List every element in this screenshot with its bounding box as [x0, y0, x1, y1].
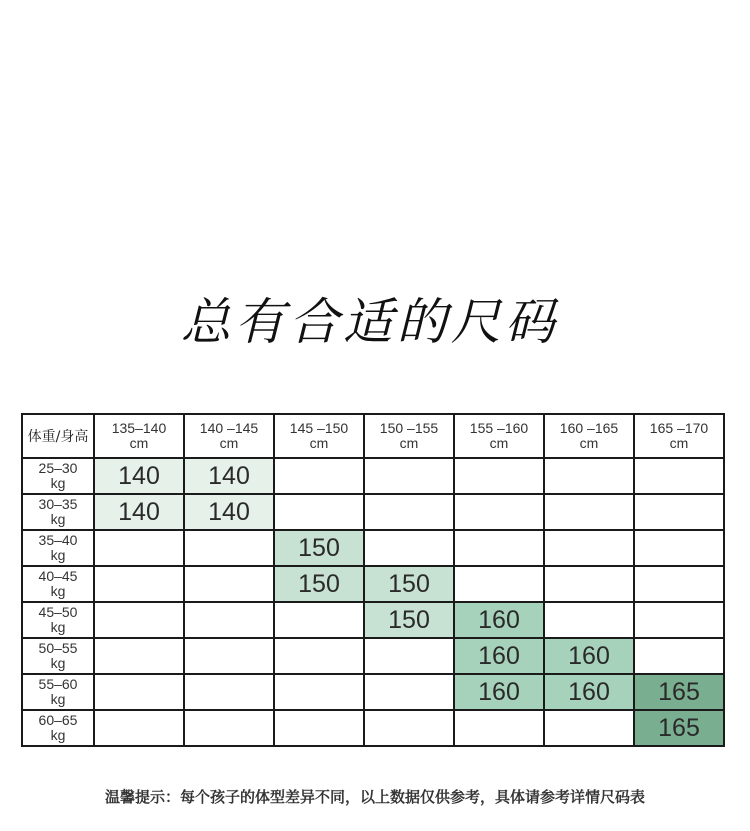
size-value: 150: [388, 569, 430, 598]
weight-range: 35–40: [38, 532, 78, 548]
weight-header-cell: [22, 674, 94, 710]
size-cell-empty: [544, 530, 634, 566]
table-row: [22, 710, 724, 746]
weight-header-cell: [22, 458, 94, 494]
height-unit: cm: [579, 435, 599, 451]
size-cell-filled: [454, 674, 544, 710]
height-unit: cm: [219, 435, 239, 451]
height-unit: cm: [399, 435, 419, 451]
weight-unit: kg: [50, 547, 66, 563]
size-cell-empty: [184, 674, 274, 710]
weight-header-cell: [22, 710, 94, 746]
size-cell-empty: [94, 674, 184, 710]
size-cell-empty: [634, 458, 724, 494]
size-cell-empty: [454, 566, 544, 602]
height-unit: cm: [669, 435, 689, 451]
height-range: 145 –150: [289, 420, 349, 436]
size-cell-empty: [274, 710, 364, 746]
size-cell-empty: [544, 458, 634, 494]
weight-header-cell: [22, 530, 94, 566]
size-cell-empty: [544, 602, 634, 638]
size-cell-empty: [634, 602, 724, 638]
size-cell-filled: [184, 494, 274, 530]
table-row: [22, 566, 724, 602]
size-cell-filled: [94, 494, 184, 530]
height-header-cell: [184, 414, 274, 458]
size-cell-empty: [184, 638, 274, 674]
size-value: 160: [478, 605, 520, 634]
size-value: 150: [298, 569, 340, 598]
size-value: 140: [118, 497, 160, 526]
size-value: 160: [478, 641, 520, 670]
size-value: 160: [478, 677, 520, 706]
size-cell-empty: [274, 458, 364, 494]
weight-header-cell: [22, 638, 94, 674]
size-cell-filled: [544, 638, 634, 674]
height-range: 155 –160: [469, 420, 529, 436]
size-cell-empty: [94, 602, 184, 638]
size-cell-empty: [634, 638, 724, 674]
size-cell-empty: [184, 710, 274, 746]
size-value: 160: [568, 677, 610, 706]
table-row: [22, 494, 724, 530]
size-value: 150: [388, 605, 430, 634]
size-cell-filled: [454, 602, 544, 638]
height-unit: cm: [309, 435, 329, 451]
size-cell-empty: [634, 530, 724, 566]
weight-unit: kg: [50, 511, 66, 527]
weight-header-cell: [22, 494, 94, 530]
size-value: 140: [208, 497, 250, 526]
size-cell-empty: [94, 566, 184, 602]
height-range: 150 –155: [379, 420, 439, 436]
weight-unit: kg: [50, 727, 66, 743]
size-value: 165: [658, 677, 700, 706]
size-cell-filled: [364, 602, 454, 638]
size-cell-empty: [274, 638, 364, 674]
size-cell-empty: [544, 494, 634, 530]
size-cell-empty: [364, 458, 454, 494]
size-cell-filled: [634, 710, 724, 746]
size-cell-empty: [274, 602, 364, 638]
height-unit: cm: [129, 435, 149, 451]
height-header-cell: [274, 414, 364, 458]
size-cell-filled: [184, 458, 274, 494]
size-value: 140: [118, 461, 160, 490]
weight-unit: kg: [50, 619, 66, 635]
size-cell-empty: [94, 638, 184, 674]
size-value: 140: [208, 461, 250, 490]
height-range: 165 –170: [649, 420, 709, 436]
size-cell-empty: [634, 494, 724, 530]
size-value: 160: [568, 641, 610, 670]
size-cell-empty: [184, 566, 274, 602]
size-cell-empty: [274, 494, 364, 530]
height-range: 160 –165: [559, 420, 619, 436]
size-cell-filled: [634, 674, 724, 710]
size-value: 150: [298, 533, 340, 562]
weight-range: 60–65: [38, 712, 78, 728]
size-cell-empty: [184, 602, 274, 638]
size-cell-empty: [454, 710, 544, 746]
size-cell-empty: [364, 494, 454, 530]
height-header-cell: [454, 414, 544, 458]
table-row: [22, 674, 724, 710]
weight-unit: kg: [50, 475, 66, 491]
table-row: [22, 602, 724, 638]
size-cell-empty: [544, 566, 634, 602]
size-cell-filled: [454, 638, 544, 674]
weight-range: 40–45: [38, 568, 78, 584]
size-cell-empty: [184, 530, 274, 566]
table-header-row: [22, 414, 724, 458]
size-cell-empty: [634, 566, 724, 602]
table-row: [22, 638, 724, 674]
size-chart-table: [21, 413, 725, 747]
weight-range: 50–55: [38, 640, 78, 656]
weight-range: 25–30: [38, 460, 78, 476]
size-cell-empty: [364, 638, 454, 674]
size-cell-empty: [94, 530, 184, 566]
size-cell-filled: [544, 674, 634, 710]
sizing-note: 温馨提示：每个孩子的体型差异不同，以上数据仅供参考，具体请参考详情尺码表: [104, 788, 645, 806]
height-header-cell: [94, 414, 184, 458]
size-cell-empty: [454, 530, 544, 566]
size-cell-filled: [274, 566, 364, 602]
corner-label: 体重/身高: [27, 429, 89, 445]
size-value: 165: [658, 713, 700, 742]
size-cell-empty: [274, 674, 364, 710]
table-row: [22, 458, 724, 494]
size-cell-empty: [364, 674, 454, 710]
size-cell-empty: [544, 710, 634, 746]
weight-unit: kg: [50, 691, 66, 707]
page-title: 总有合适的尺码: [177, 293, 571, 351]
weight-range: 55–60: [38, 676, 78, 692]
weight-header-cell: [22, 602, 94, 638]
size-cell-empty: [94, 710, 184, 746]
weight-range: 30–35: [38, 496, 78, 512]
height-header-cell: [634, 414, 724, 458]
height-unit: cm: [489, 435, 509, 451]
table-corner-cell: [22, 414, 94, 458]
height-range: 135–140: [111, 420, 167, 436]
table-row: [22, 530, 724, 566]
size-cell-empty: [454, 494, 544, 530]
height-header-cell: [544, 414, 634, 458]
size-cell-filled: [274, 530, 364, 566]
size-cell-filled: [94, 458, 184, 494]
size-cell-empty: [364, 530, 454, 566]
size-cell-empty: [364, 710, 454, 746]
size-cell-empty: [454, 458, 544, 494]
weight-unit: kg: [50, 655, 66, 671]
weight-unit: kg: [50, 583, 66, 599]
height-header-cell: [364, 414, 454, 458]
size-cell-filled: [364, 566, 454, 602]
weight-range: 45–50: [38, 604, 78, 620]
weight-header-cell: [22, 566, 94, 602]
height-range: 140 –145: [199, 420, 259, 436]
